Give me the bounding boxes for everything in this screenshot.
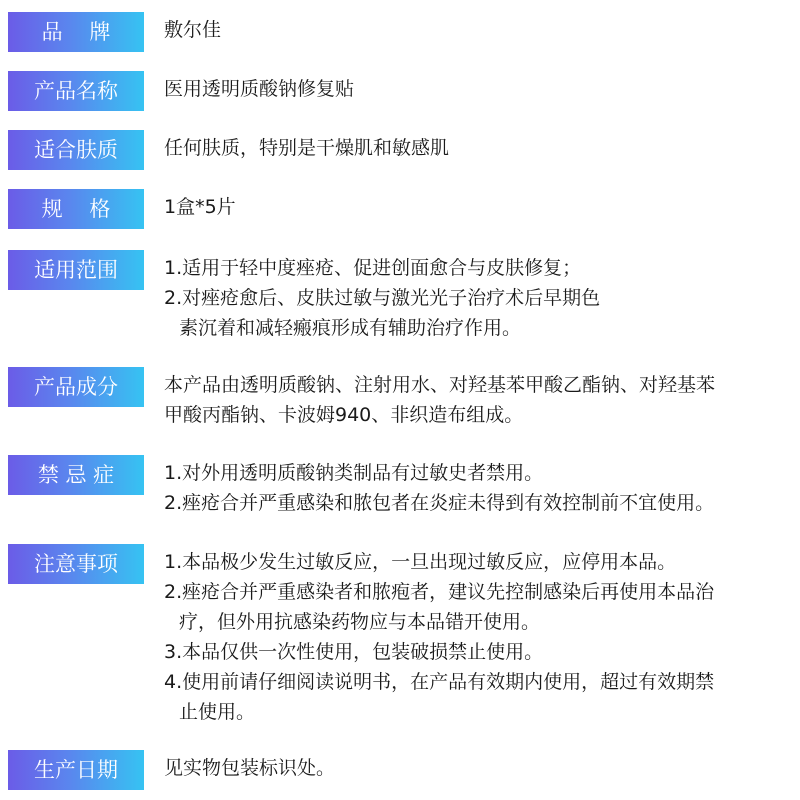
scope-value [164, 253, 794, 343]
production-date-value [164, 753, 794, 783]
product-name-line: 医用透明质酸钠修复贴 [164, 78, 355, 100]
scope-line-2: 2.对痤疮愈后、皮肤过敏与激光光子治疗术后早期色 [164, 287, 601, 309]
ingredients-value [164, 370, 794, 430]
notes-line-1: 1.本品极少发生过敏反应，一旦出现过敏反应，应停用本品。 [164, 551, 677, 573]
skin-type-line: 任何肤质，特别是干燥肌和敏感肌 [164, 137, 450, 159]
production-date-line: 见实物包装标识处。 [164, 757, 336, 779]
contraindications-line-2: 2.痤疮合并严重感染和脓包者在炎症未得到有效控制前不宜使用。 [164, 492, 715, 514]
spec-line: 1盒*5片 [164, 196, 236, 218]
notes-value [164, 547, 794, 727]
skin-type-label: 适合肤质 [8, 130, 144, 170]
spec-value [164, 192, 794, 222]
scope-line-3: 素沉着和减轻瘢痕形成有辅助治疗作用。 [179, 317, 522, 339]
contraindications-label: 禁 忌 症 [8, 455, 144, 495]
notes-line-6: 止使用。 [179, 701, 256, 723]
contraindications-line-1: 1.对外用透明质酸钠类制品有过敏史者禁用。 [164, 462, 544, 484]
product-name-value [164, 74, 794, 104]
scope-label: 适用范围 [8, 250, 144, 290]
notes-line-4: 3.本品仅供一次性使用，包装破损禁止使用。 [164, 641, 544, 663]
ingredients-line-2: 甲酸丙酯钠、卡波姆940、非织造布组成。 [164, 404, 524, 426]
brand-value [164, 15, 794, 45]
brand-line: 敷尔佳 [164, 19, 222, 41]
notes-line-3: 疗，但外用抗感染药物应与本品错开使用。 [179, 611, 541, 633]
product-name-label: 产品名称 [8, 71, 144, 111]
scope-line-1: 1.适用于轻中度痤疮、促进创面愈合与皮肤修复； [164, 257, 582, 279]
contraindications-value [164, 458, 794, 518]
ingredients-label: 产品成分 [8, 367, 144, 407]
notes-line-2: 2.痤疮合并严重感染者和脓疱者，建议先控制感染后再使用本品治 [164, 581, 715, 603]
notes-label: 注意事项 [8, 544, 144, 584]
notes-line-5: 4.使用前请仔细阅读说明书，在产品有效期内使用，超过有效期禁 [164, 671, 715, 693]
spec-label: 规 格 [8, 189, 144, 229]
brand-label: 品 牌 [8, 12, 144, 52]
production-date-label: 生产日期 [8, 750, 144, 790]
ingredients-line-1: 本产品由透明质酸钠、注射用水、对羟基苯甲酸乙酯钠、对羟基苯 [164, 374, 716, 396]
skin-type-value [164, 133, 794, 163]
